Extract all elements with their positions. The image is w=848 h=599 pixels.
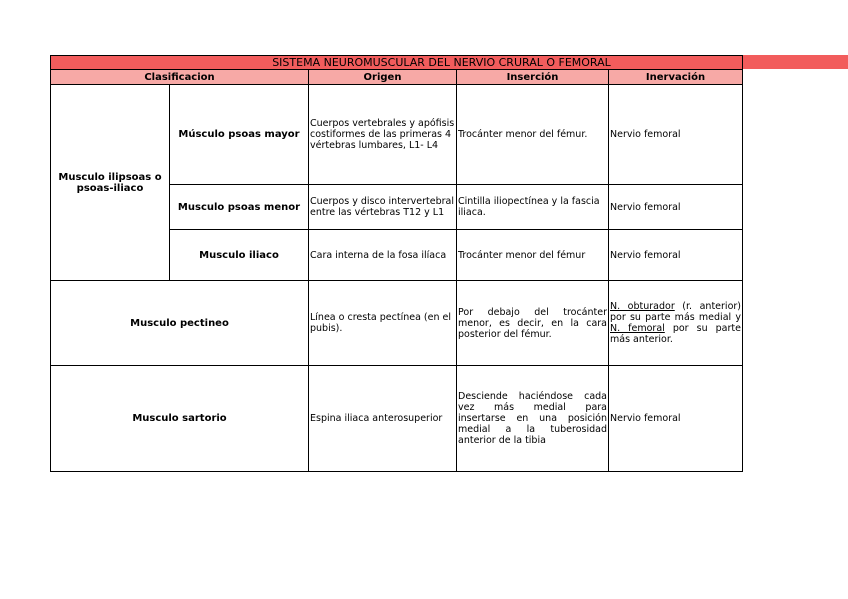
origen-iliaco: Cara interna de la fosa ilíaca [309,230,457,281]
table-row [51,281,743,366]
inervacion-text-b: por su parte más anterior. [610,323,741,345]
table-title: SISTEMA NEUROMUSCULAR DEL NERVIO CRURAL O FEMORAL [50,55,743,69]
nerve-femoral-link: N. femoral [610,323,665,334]
muscle-iliaco: Musculo iliaco [170,230,309,281]
insercion-psoas-menor: Cintilla iliopectínea y la fascia iliaca. [457,185,609,230]
muscle-psoas-mayor: Músculo psoas mayor [170,85,309,185]
inervacion-iliaco: Nervio femoral [609,230,743,281]
origen-psoas-mayor: Cuerpos vertebrales y apófisis costiformes de las primeras 4 vértebras lumbares, L1- L4 [309,85,457,185]
insercion-iliaco: Trocánter menor del fémur [457,230,609,281]
muscle-pectineo: Musculo pectineo [51,281,309,366]
origen-psoas-menor: Cuerpos y disco intervertebral entre las vértebras T12 y L1 [309,185,457,230]
muscle-table [50,69,743,472]
muscle-sartorio: Musculo sartorio [51,366,309,472]
header-row [51,70,743,85]
table-row [51,366,743,472]
header-origen: Origen [309,70,457,85]
inervacion-sartorio: Nervio femoral [609,366,743,472]
origen-pectineo: Línea o cresta pectínea (en el pubis). [309,281,457,366]
inervacion-psoas-menor: Nervio femoral [609,185,743,230]
origen-sartorio: Espina iliaca anterosuperior [309,366,457,472]
muscle-psoas-menor: Musculo psoas menor [170,185,309,230]
insercion-pectineo: Por debajo del trocánter menor, es decir, en la cara posterior del fémur. [457,281,609,366]
group-ilipsoas: Musculo ilipsoas o psoas-iliaco [51,85,170,281]
header-inervacion: Inervación [609,70,743,85]
header-insercion: Inserción [457,70,609,85]
insercion-psoas-mayor: Trocánter menor del fémur. [457,85,609,185]
table-row [51,85,743,185]
inervacion-text-a: (r. anterior) por su parte más medial y [610,301,741,323]
nerve-obturador-link: N. obturador [610,301,675,312]
header-clasificacion: Clasificacion [51,70,309,85]
inervacion-pectineo [609,281,743,366]
insercion-sartorio: Desciende haciéndose cada vez más medial para insertarse en una posición medial a la tuberosidad anterior de la tibia [457,366,609,472]
inervacion-psoas-mayor: Nervio femoral [609,85,743,185]
